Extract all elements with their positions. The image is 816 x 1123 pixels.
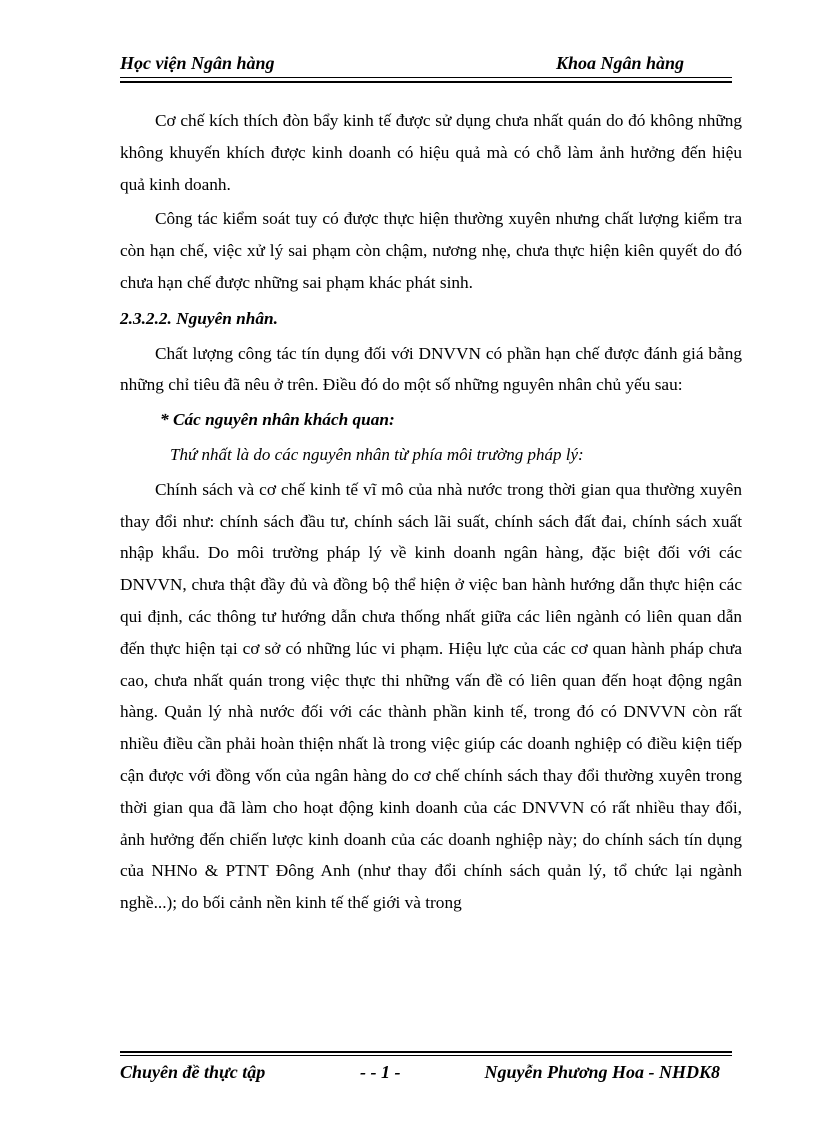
page-footer: [120, 1060, 732, 1084]
header-institution: Học viện Ngân hàng: [120, 53, 275, 73]
footer-divider-thin: [120, 1055, 732, 1056]
page-header: [120, 52, 730, 74]
paragraph-2: Công tác kiểm soát tuy có được thực hiện thường xuyên nhưng chất lượng kiểm tra còn hạn chế, việc xử lý sai phạm còn chậm, nương nhẹ, chưa thực hiện kiên quyết do đó chưa hạn chế được những sai phạm khác phát sinh.: [120, 209, 742, 292]
paragraph-3: Chất lượng công tác tín dụng đối với DNVVN có phần hạn chế được đánh giá bằng những chỉ tiêu đã nêu ở trên. Điều đó do một số những nguyên nhân chủ yếu sau:: [120, 343, 742, 395]
footer-author: Nguyễn Phương Hoa - NHDK8: [484, 1062, 720, 1082]
paragraph-4: Chính sách và cơ chế kinh tế vĩ mô của nhà nước trong thời gian qua thường xuyên thay đổi như: chính sách đầu tư, chính sách lãi suất, chính sách đất đai, chính sách xuất nhập khẩu. Do môi trường pháp lý về kinh doanh ngân hàng, đặc biệt đối với các DNVVN, chưa thật đầy đủ và đồng bộ thể hiện ở việc ban hành hướng dẫn thực hiện các qui định, các thông tư hướng dẫn chưa thống nhất giữa các liên ngành có liên quan dẫn đến thực hiện tại cơ sở có những lúc vi phạm. Hiệu lực của các cơ quan hành pháp chưa cao, chưa nhất quán trong việc thực thi những vấn đề có liên quan đến hoạt động ngân hàng. Quản lý nhà nước đối với các thành phần kinh tế, trong đó có DNVVN còn rất nhiều điều cần phải hoàn thiện nhất là trong việc giúp các doanh nghiệp có điều kiện tiếp cận được với đồng vốn của ngân hàng do cơ chế chính sách thay đổi thường xuyên trong thời gian qua đã làm cho hoạt động kinh doanh của các DNVVN có rất nhiều thay đổi, ảnh hưởng đến chiến lược kinh doanh của các doanh nghiệp này; do chính sách tín dụng của NHNo & PTNT Đông Anh (như thay đổi chính sách quản lý, tổ chức lại ngành nghề...); do bối cảnh nền kinh tế thế giới và trong: [120, 479, 742, 913]
section-heading: 2.3.2.2. Nguyên nhân.: [120, 308, 278, 328]
footer-document-type: Chuyên đề thực tập: [120, 1062, 266, 1082]
footer-divider-thick: [120, 1051, 732, 1053]
page-body: [120, 105, 742, 919]
paragraph-1: Cơ chế kích thích đòn bẩy kinh tế được sử dụng chưa nhất quán do đó không những không khuyến khích được kinh doanh có hiệu quả mà có chỗ làm ảnh hưởng đến hiệu quả kinh doanh.: [120, 111, 742, 194]
footer-page-number: - - 1 -: [360, 1062, 401, 1082]
header-faculty: Khoa Ngân hàng: [555, 53, 684, 73]
header-divider-thin: [120, 77, 732, 78]
subheading-objective-causes: * Các nguyên nhân khách quan:: [160, 410, 395, 430]
header-divider-thick: [120, 81, 732, 83]
italic-intro-line: Thứ nhất là do các nguyên nhân từ phía môi trường pháp lý:: [170, 444, 584, 464]
